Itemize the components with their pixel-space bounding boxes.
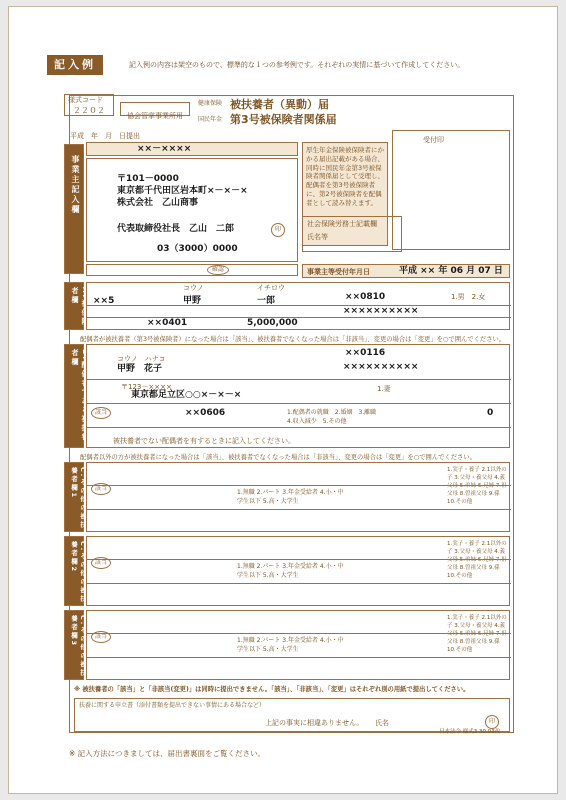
insured-income: 5,000,000: [247, 318, 298, 328]
spouse-section-label: B.配偶者である被扶養者欄: [71, 349, 89, 442]
labor-consultant-box: [302, 216, 402, 252]
others-relation-1: 1.実子・養子 2.1以外の子 3.父母・養父母 4.義父母 5.弟妹 6.兄姉 7.祖父母 8.曽祖父母 9.孫 10.その他: [447, 467, 507, 505]
spouse-postal: 〒123－××××: [121, 383, 172, 391]
others-job-2: 1.無職 2.パート 3.年金受給者 4.小・中学生以下 5.高・大学生: [237, 563, 344, 579]
remarks-box: [74, 698, 510, 732]
insured-box: [86, 282, 510, 330]
insured-name-mei: 一郎: [257, 296, 276, 306]
confirm-circle: 確認: [207, 265, 229, 275]
form-title-1: 被扶養者（異動）届: [230, 98, 329, 111]
spouse-section-label-box: [64, 344, 89, 448]
spouse-note: 配偶者が被扶養者（第3号被保険者）になった場合は「該当」、被扶養者でなくなった場合は「非該当」、変更の場合は「変更」を○で囲んでください。: [80, 336, 506, 343]
publisher: 日本法令 様式3 30.03改: [439, 729, 501, 735]
form-page: [8, 6, 558, 794]
declaration-name-label: 氏名: [375, 719, 389, 727]
spouse-status-circle[interactable]: 該当: [91, 407, 111, 419]
title-prefix-pension: 国民年金: [198, 116, 223, 123]
received-date-row: [302, 264, 510, 278]
form-frame: [69, 95, 514, 733]
insured-kana-mei: イチロウ: [257, 284, 285, 292]
others-label-2: C.その他の被扶養者欄2: [70, 541, 87, 604]
received-date-label: 事業主等受付年月日: [307, 268, 370, 276]
others-label-1: C.その他の被扶養者欄1: [70, 467, 87, 530]
others-job-1: 1.無職 2.パート 3.年金受給者 4.小・中学生以下 5.高・大学生: [237, 489, 344, 505]
others-note: 配偶者以外の方が被扶養者になった場合は「該当」、被扶養者でなくなった場合は「非該当」、変更の場合は「変更」を○で囲んでください。: [80, 454, 476, 461]
employer-seal-icon: 印: [271, 223, 285, 237]
receipt-box: [392, 130, 510, 250]
receipt-label: 受付印: [423, 136, 444, 144]
code-value: ２２０２: [73, 106, 105, 115]
spouse-box: [86, 344, 510, 448]
others-label-box-1: [64, 462, 87, 532]
employer-phone: 03（3000）0000: [157, 244, 238, 254]
spouse-relation: 1.妻: [377, 385, 391, 393]
spouse-birth: ××0116: [345, 348, 386, 358]
spouse-not-dependent: 被扶養者でない配偶者を有するときに記入してください。: [113, 437, 295, 445]
remarks-label: 扶養に関する申立書（添付書類を提出できない事情にある場合など）: [79, 702, 266, 709]
others-box-1: [86, 462, 510, 532]
declaration-seal-icon: 印: [485, 715, 499, 729]
code-label: 様式コード: [68, 96, 103, 104]
spouse-address: 東京都足立区○○×－×－×: [131, 390, 242, 400]
office-number-field[interactable]: [86, 142, 298, 156]
example-tag: 記入例: [47, 55, 103, 75]
insured-birth: ××0810: [345, 292, 386, 302]
others-relation-3: 1.実子・養子 2.1以外の子 3.父母・養父母 4.義父母 5.弟妹 6.兄姉 7.祖父母 8.曽祖父母 9.孫 10.その他: [447, 615, 507, 653]
employer-confirm-row: [86, 264, 298, 276]
office-number: ××－××××: [137, 144, 192, 154]
insured-section-label: A.被保険者欄: [71, 287, 89, 327]
labor-name-label: 氏名等: [307, 233, 328, 241]
title-prefix-health: 健康保険: [198, 100, 223, 107]
insured-kana-sei: コウノ: [183, 284, 204, 292]
others-box-3: [86, 610, 510, 680]
insured-sex: 1.男 2.女: [451, 293, 486, 301]
others-label-box-2: [64, 536, 87, 606]
employer-info-box: [86, 158, 298, 262]
bottom-note: ※ 記入方法につきましては、届出書裏面をご覧ください。: [69, 749, 266, 758]
labor-consultant-label: 社会保険労務士記載欄: [307, 220, 377, 228]
insured-acquire-date: ××0401: [147, 318, 188, 328]
declaration: 上記の事実に相違ありません。: [265, 719, 364, 727]
others-status-2[interactable]: 該当: [91, 557, 111, 569]
employer-section-label-box: [64, 144, 84, 274]
insured-basic-number: ××××××××××: [343, 306, 419, 316]
insured-section-label-box: [64, 282, 89, 330]
others-label-box-3: [64, 610, 87, 680]
code-box: [64, 94, 114, 116]
spouse-basic-number: ××××××××××: [343, 362, 419, 372]
submit-date-label: 平成 年 月 日提出: [70, 132, 140, 140]
example-note: 記入例の内容は架空のもので、標準的な１つの参考例です。それぞれの実情に基づいて作成してください。: [129, 61, 465, 69]
form-title-2: 第3号被保険者関係届: [230, 113, 337, 126]
others-relation-2: 1.実子・養子 2.1以外の子 3.父母・養父母 4.義父母 5.弟妹 6.兄姉 7.祖父母 8.曽祖父母 9.孫 10.その他: [447, 541, 507, 579]
spouse-reason-options: 1.配偶者の就職 2.婚姻 3.離職 4.収入減少 5.その他: [287, 409, 383, 425]
others-job-3: 1.無職 2.パート 3.年金受給者 4.小・中学生以下 5.高・大学生: [237, 637, 344, 653]
others-box-2: [86, 536, 510, 606]
footer-warning: ※ 被扶養者の「該当」と「非該当(変更)」は同時に提出できません。「該当」、「非該当」、「変更」はそれぞれ別の用紙で提出してください。: [74, 686, 470, 693]
others-status-3[interactable]: 該当: [91, 631, 111, 643]
spouse-reason-date: ××0606: [185, 408, 226, 418]
employer-owner: 代表取締役社長 乙山 二郎: [117, 224, 235, 234]
employer-company: 株式会社 乙山商事: [117, 198, 199, 208]
spouse-name: 甲野 花子: [117, 364, 163, 374]
others-status-1[interactable]: 該当: [91, 483, 111, 495]
association-box: [120, 102, 190, 120]
insured-name-sei: 甲野: [183, 296, 202, 306]
spouse-income: 0: [487, 408, 494, 418]
employer-postal: 〒101－0000: [117, 174, 179, 184]
insured-number: ××5: [93, 296, 115, 306]
association-label: 協会管掌事業所用: [127, 112, 183, 120]
spouse-kana: コウノ ハナコ: [117, 355, 166, 363]
employer-address: 東京都千代田区岩本町×－×－×: [117, 186, 248, 196]
received-date: 平成 ×× 年 06 月 07 日: [399, 266, 503, 276]
others-label-3: C.その他の被扶養者欄3: [70, 615, 87, 678]
employer-section-label: 事業主記入欄: [71, 155, 80, 215]
pension-note: 厚生年金保険被保険者にかかる届出記載がある場合、同時に国民年金第3号被保険者関係届として受理し、配偶者を第3号被保険者に、第2号被保険者を配偶者として読み替えます。: [306, 146, 384, 207]
